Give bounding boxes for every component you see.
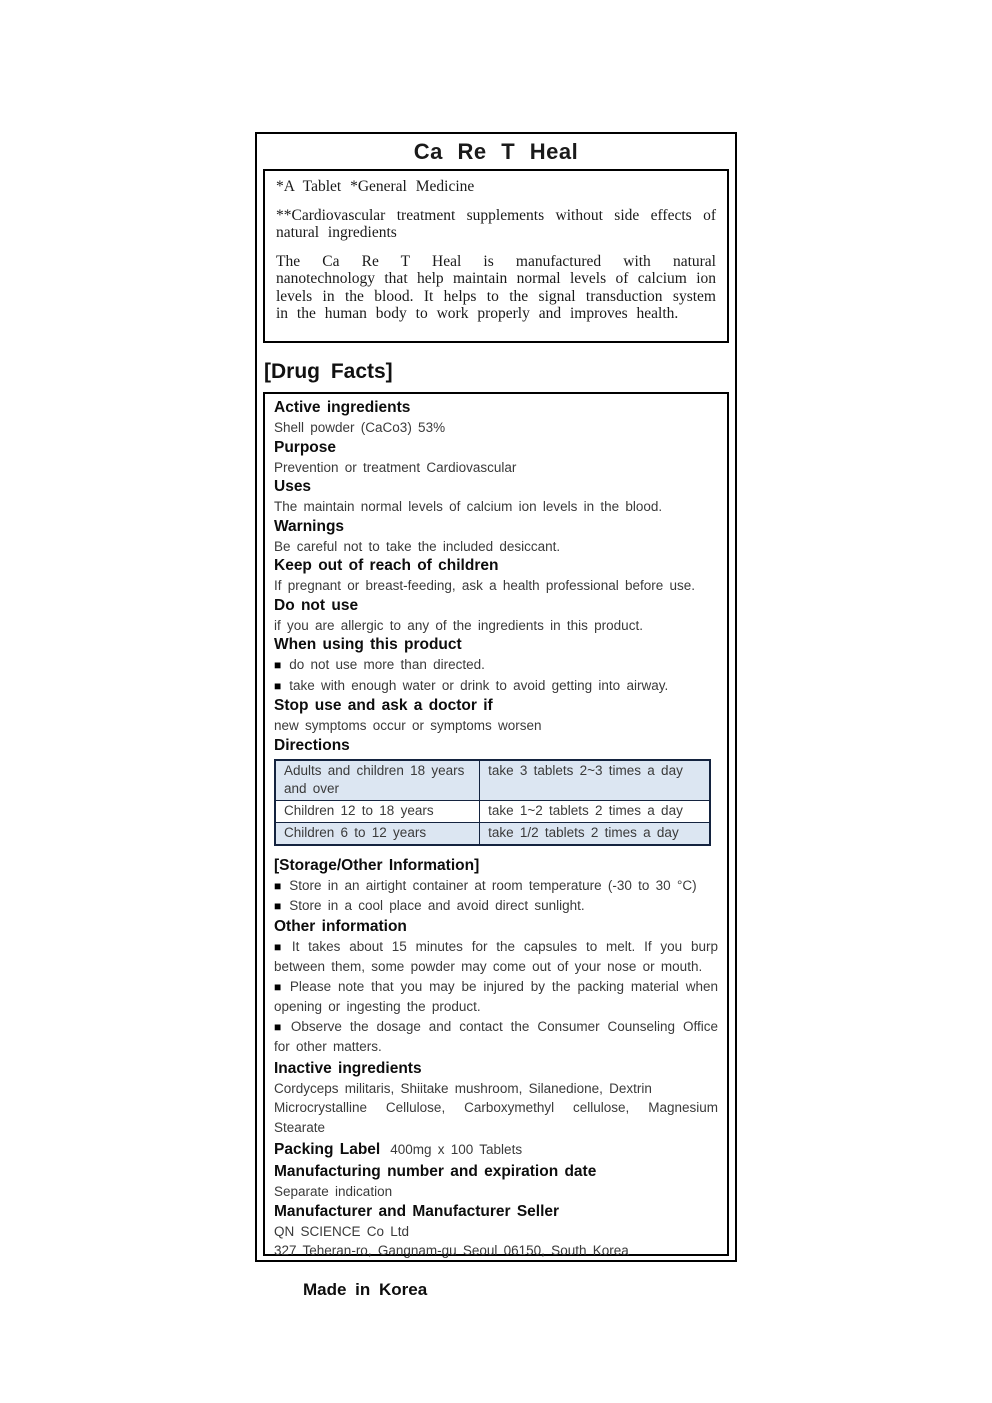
storage-bullet-1 [274,876,718,897]
packing-label-row [274,1140,718,1160]
square-bullet-icon: ■ [274,899,282,913]
drug-facts-heading: [Drug Facts] [264,360,393,383]
keep-out-of-reach-text: If pregnant or breast-feeding, ask a health professional before use. [274,578,696,593]
mfg-number-text: Separate indication [274,1184,393,1199]
inactive-ingredients-line-2: Microcrystalline Cellulose, Carboxymethyl cellulose, Magnesium Stearate [274,1100,718,1135]
square-bullet-icon: ■ [274,939,284,954]
made-in-korea-label: Made in Korea [303,1279,428,1299]
other-info-bullet-2 [274,977,718,1017]
directions-table [274,759,711,846]
square-bullet-icon: ■ [274,678,282,693]
mfg-number-heading: Manufacturing number and expiration date [274,1163,597,1180]
other-info-bullet-3 [274,1017,718,1057]
when-using-heading: When using this product [274,636,462,653]
packing-label-text: 400mg x 100 Tablets [390,1142,523,1157]
when-using-bullet-1-text: do not use more than directed. [289,657,485,672]
other-info-bullet-1 [274,937,718,977]
age-group-cell: Children 12 to 18 years [275,800,480,822]
directions-row [275,800,710,822]
intro-supplement-note: **Cardiovascular treatment supplements without side effects of natural ingredients [276,206,716,241]
stop-use-heading: Stop use and ask a doctor if [274,697,493,714]
keep-out-of-reach-heading: Keep out of reach of children [274,557,499,574]
packing-label-heading: Packing Label [274,1141,381,1158]
inactive-ingredients-line-1: Cordyceps militaris, Shiitake mushroom, Silanedione, Dextrin [274,1080,652,1096]
stop-use-text: new symptoms occur or symptoms worsen [274,718,542,733]
square-bullet-icon: ■ [274,658,282,672]
age-group-cell: Adults and children 18 years and over [275,760,480,801]
inactive-ingredients-heading: Inactive ingredients [274,1059,422,1077]
uses-heading: Uses [274,478,312,495]
product-title: Ca Re T Heal [413,139,579,164]
storage-info-heading: [Storage/Other Information] [274,856,480,874]
active-ingredients-heading: Active ingredients [274,399,411,416]
purpose-text: Prevention or treatment Cardiovascular [274,459,517,475]
dosage-cell: take 3 tablets 2~3 times a day [480,760,711,801]
when-using-bullet-2-text: take with enough water or drink to avoid getting into airway. [289,677,669,693]
square-bullet-icon: ■ [274,979,282,994]
storage-bullet-2-text: Store in a cool place and avoid direct sunlight. [289,898,585,913]
storage-bullet-2 [274,896,718,917]
other-info-bullet-1-text: It takes about 15 minutes for the capsules to melt. If you burp between them, some powder may come out of your nose or mouth. [274,938,718,974]
other-information-heading: Other information [274,917,407,935]
directions-heading: Directions [274,736,350,754]
other-info-bullet-3-text: Observe the dosage and contact the Consumer Counseling Office for other matters. [274,1018,718,1054]
directions-row [275,822,710,845]
manufacturer-heading: Manufacturer and Manufacturer Seller [274,1202,560,1220]
directions-row [275,760,710,801]
manufacturer-name: QN SCIENCE Co Ltd [274,1223,410,1239]
product-label [255,132,737,1299]
other-info-bullet-2-text: Please note that you may be injured by the packing material when opening or ingesting the product. [274,978,718,1014]
square-bullet-icon: ■ [274,1019,283,1034]
warnings-heading: Warnings [274,517,345,535]
intro-box [263,169,729,343]
intro-description: The Ca Re T Heal is manufactured with natural nanotechnology that help maintain normal levels of calcium ion levels in the blood. It helps to the signal transduction system in the human body to work properly and improves health. [276,252,716,322]
storage-bullet-1-text: Store in an airtight container at room temperature (-30 to 30 °C) [289,877,697,893]
dosage-cell: take 1~2 tablets 2 times a day [480,800,711,822]
intro-tagline: *A Tablet *General Medicine [276,178,475,195]
drug-facts-box [263,392,729,1299]
when-using-bullet-2 [274,676,718,697]
do-not-use-text: if you are allergic to any of the ingredients in this product. [274,617,643,633]
warnings-text: Be careful not to take the included desiccant. [274,538,561,554]
active-ingredients-text: Shell powder (CaCo3) 53% [274,420,446,435]
square-bullet-icon: ■ [274,878,282,893]
when-using-bullet-1 [274,655,718,676]
do-not-use-heading: Do not use [274,596,359,614]
manufacturer-address: 327 Teheran-ro, Gangnam-gu Seoul 06150, South Korea [274,1243,629,1258]
uses-text: The maintain normal levels of calcium ion levels in the blood. [274,499,663,514]
dosage-cell: take 1/2 tablets 2 times a day [480,822,711,845]
purpose-heading: Purpose [274,438,337,456]
age-group-cell: Children 6 to 12 years [275,822,480,845]
